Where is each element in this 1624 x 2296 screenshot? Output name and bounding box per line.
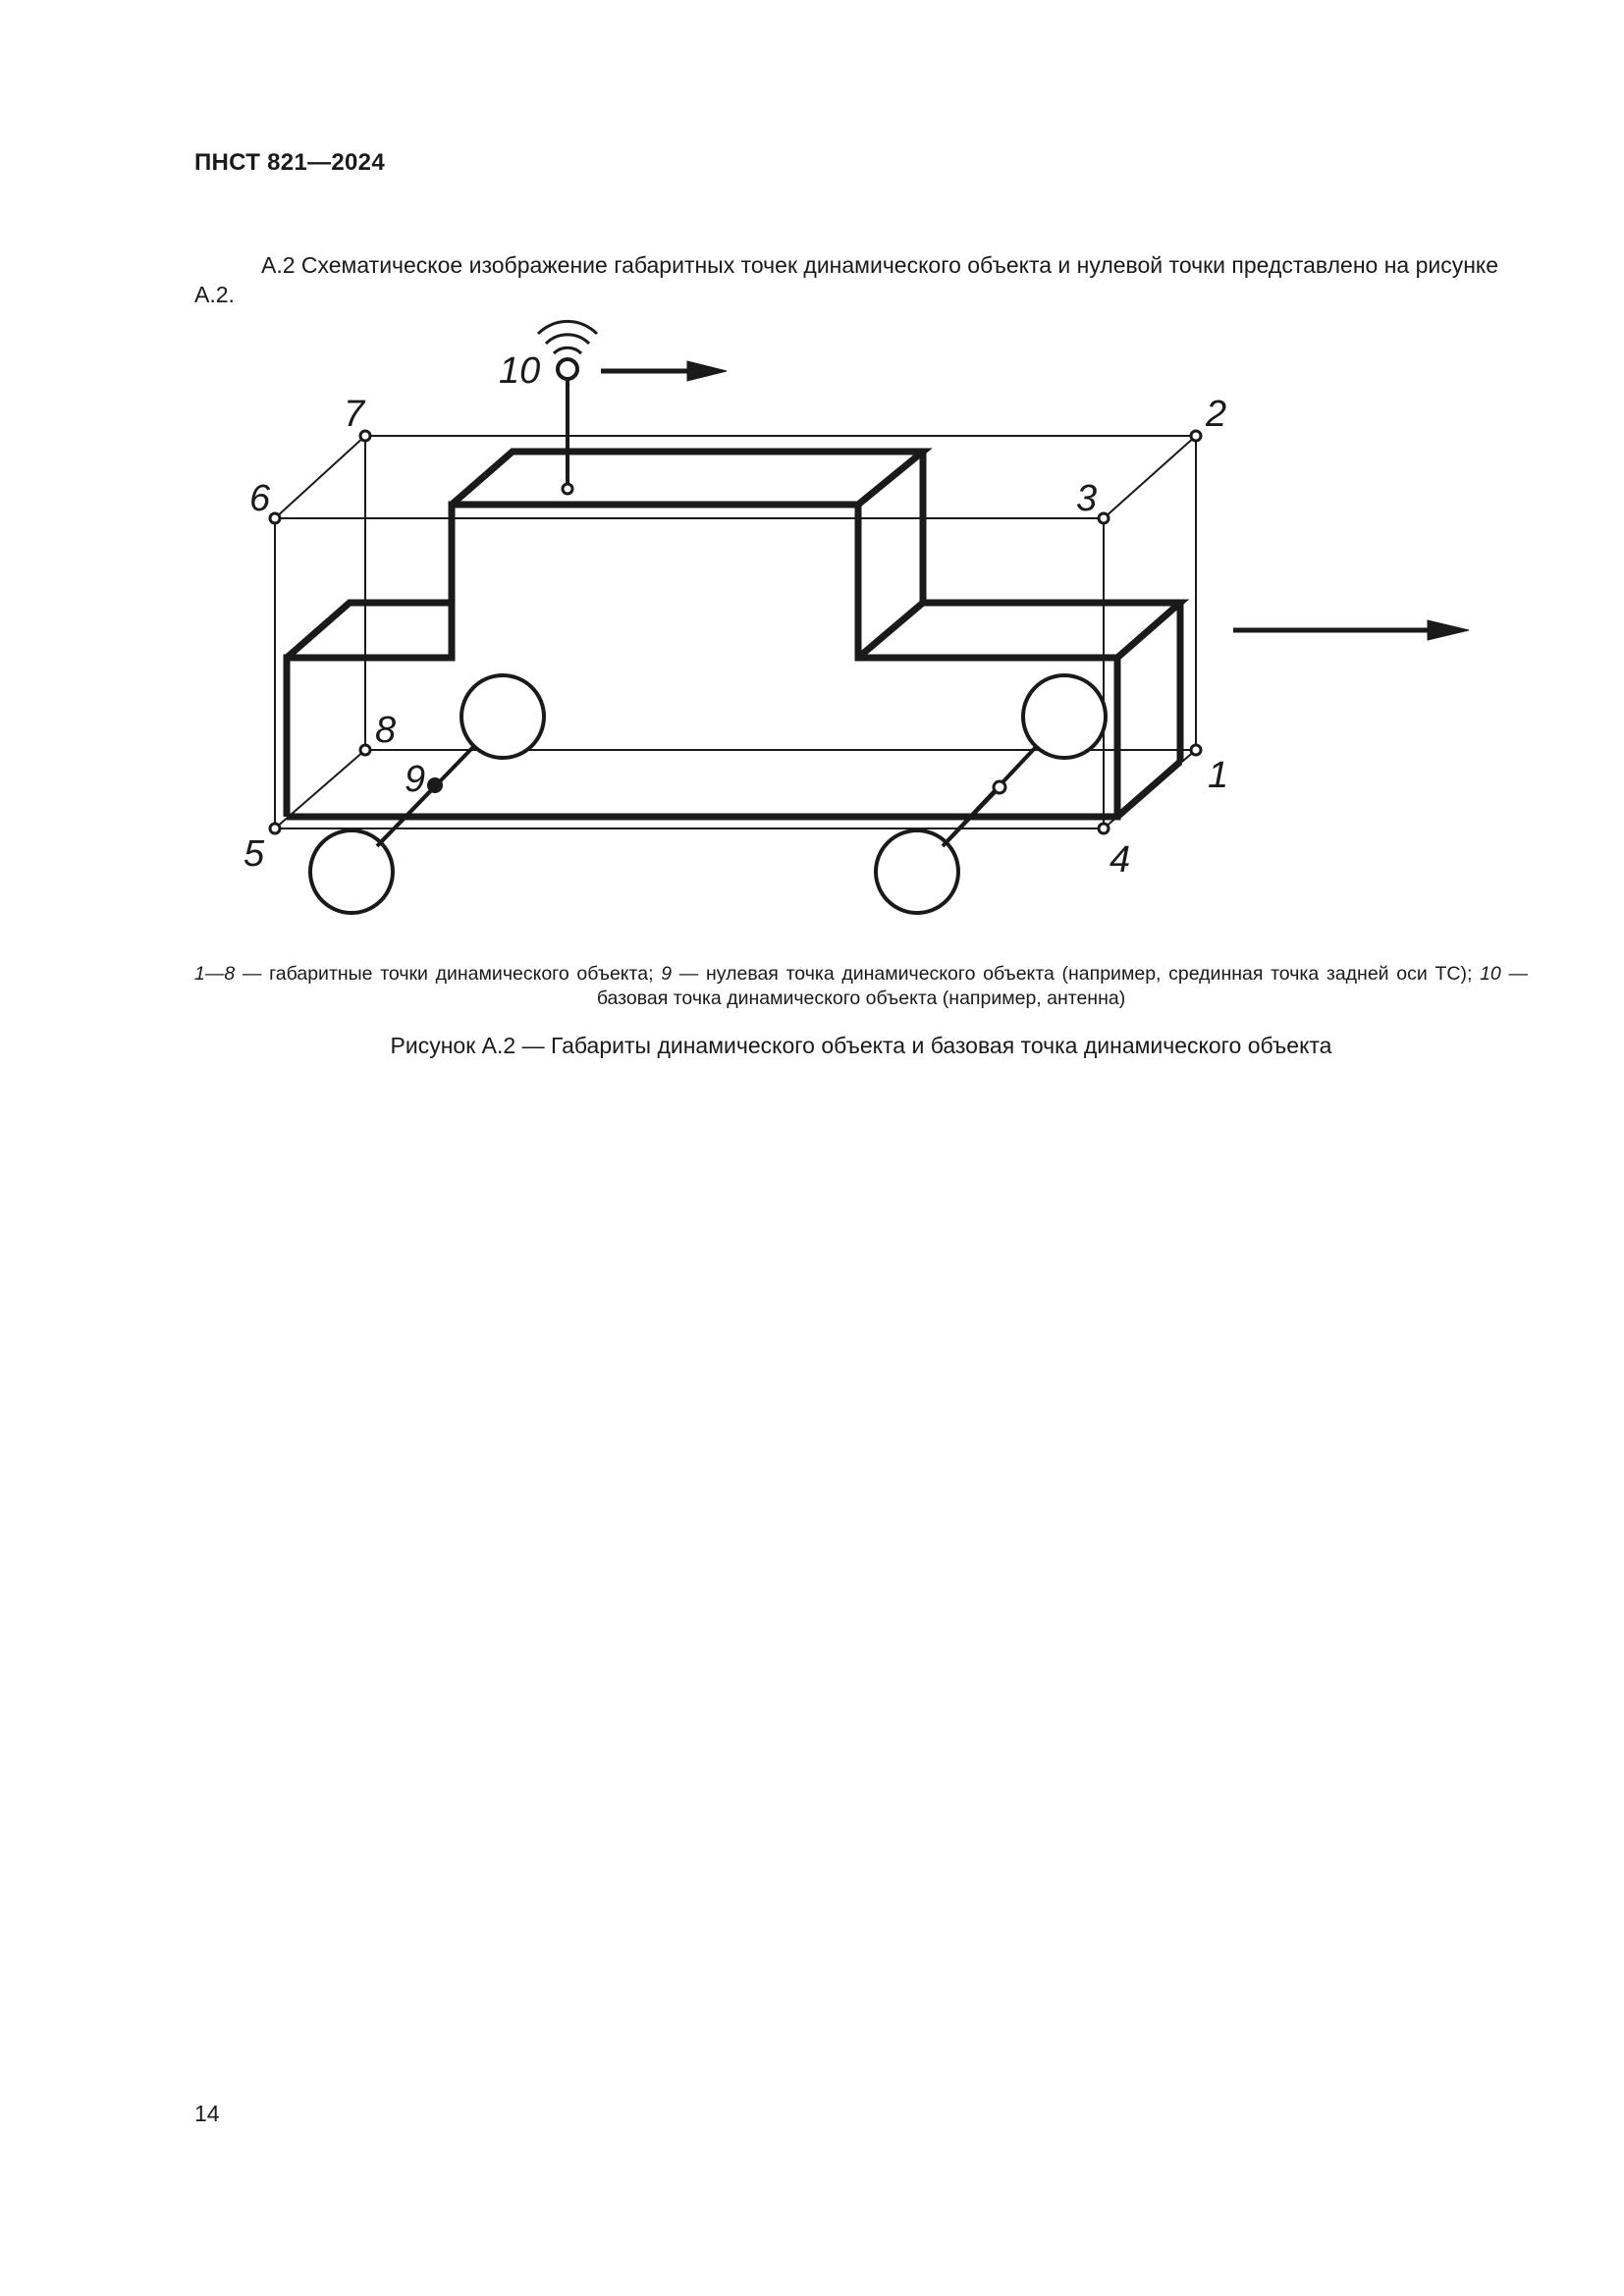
body-roof-depth [452, 452, 923, 505]
zero-point-9 [427, 777, 443, 793]
figure-caption: Рисунок А.2 — Габариты динамического объекта и базовая точка динамического объекта [390, 1033, 1332, 1058]
label-point-5: 5 [244, 833, 265, 875]
antenna-point-10 [558, 359, 577, 379]
figure-legend [194, 962, 1528, 1011]
figure-dynamic-object-diagram [0, 0, 1624, 942]
legend-range-1-8: 1—8 [194, 963, 236, 985]
body-bottom-depth [1117, 762, 1180, 817]
label-point-7: 7 [344, 394, 365, 435]
wheel-rear-back [461, 675, 544, 758]
axle-midpoint [994, 781, 1005, 793]
point-5 [270, 824, 280, 833]
point-4 [1099, 824, 1109, 833]
bbox-edge [1104, 436, 1196, 518]
body-rear-step [858, 603, 1180, 658]
document-code-header: ПНСТ 821—2024 [194, 149, 385, 176]
label-point-6: 6 [249, 478, 271, 519]
legend-text-1-8: — габаритные точки динамического объекта; [235, 963, 662, 985]
body-top-outline [287, 603, 452, 658]
point-6 [270, 513, 280, 523]
page-number: 14 [194, 2101, 220, 2126]
point-8 [360, 745, 370, 755]
arrow-right-icon [601, 361, 727, 381]
label-point-9: 9 [405, 759, 426, 800]
legend-num-10: 10 [1480, 963, 1501, 985]
legend-text-9: — нулевая точка динамического объекта (например, срединная точка задней оси ТС); [672, 963, 1481, 985]
label-point-10: 10 [499, 350, 541, 392]
wheel-front-back [1023, 675, 1106, 758]
wheels [310, 675, 1106, 913]
point-2 [1191, 431, 1201, 441]
point-3 [1099, 513, 1109, 523]
intro-paragraph: А.2 Схематическое изображение габаритных точек динамического объекта и нулевой точки представлено на рисунке А.2. [194, 252, 1499, 307]
legend-text-10: — базовая точка динамического объекта (например, антенна) [596, 963, 1528, 1009]
antenna-base-point [563, 484, 572, 494]
label-point-1: 1 [1208, 755, 1229, 796]
label-point-8: 8 [375, 710, 397, 751]
label-point-3: 3 [1076, 478, 1098, 519]
arrow-right-icon [1233, 620, 1469, 640]
antenna [538, 321, 597, 494]
label-point-4: 4 [1110, 839, 1131, 881]
label-point-2: 2 [1206, 394, 1227, 435]
bbox-edge [275, 436, 365, 518]
antenna-signal-icon [554, 347, 581, 353]
point-1 [1191, 745, 1201, 755]
legend-num-9: 9 [661, 963, 673, 985]
